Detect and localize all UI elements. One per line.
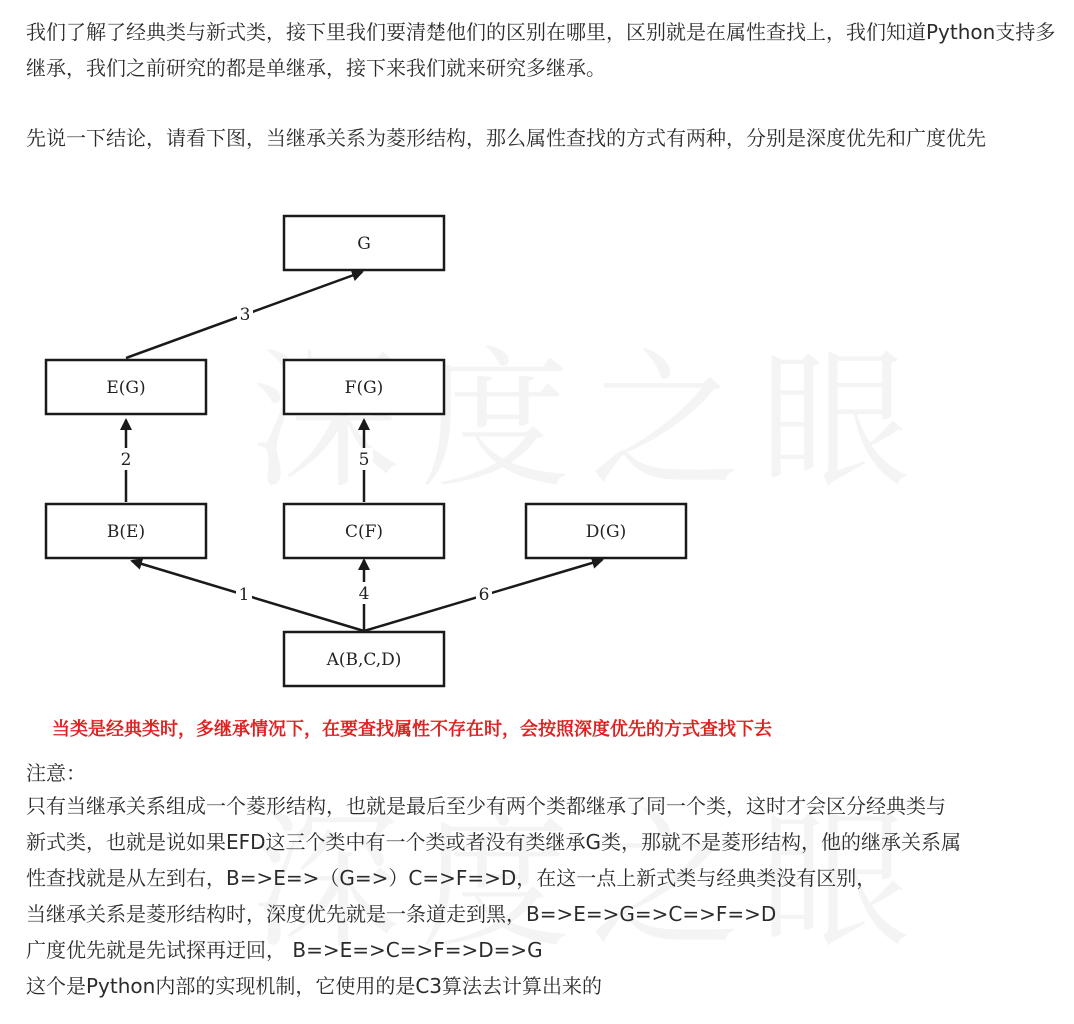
node-a [284,632,444,686]
node-c [284,504,444,558]
edge-b-e [117,420,135,502]
notes-line-6: 这个是Python内部的实现机制，它使用的是C3算法去计算出来的 [26,974,603,998]
node-d [526,504,686,558]
edge-e-g [126,272,362,358]
node-b [46,504,206,558]
node-f [284,360,444,414]
edge-label-4: 4 [358,584,370,604]
node-c-label: C(F) [344,522,384,542]
edge-label-6: 6 [478,585,490,605]
notes-line-4: 当继承关系是菱形结构时，深度优先就是一条道走到黑，B=>E=>G=>C=>F=>D [26,902,777,926]
edge-c-f [355,420,373,502]
notes-line-2: 新式类，也就是说如果EFD这三个类中有一个类或者没有类继承G类，那就不是菱形结构，他的继承关系属 [26,830,962,854]
node-e-label: E(G) [106,378,146,398]
edge-a-d [364,560,602,631]
intro-paragraph-2: 先说一下结论，请看下图，当继承关系为菱形结构，那么属性查找的方式有两种，分别是深度优先和广度优先 [26,126,986,150]
notes-line-3: 性查找就是从左到右，B=>E=>（G=>）C=>F=>D，在这一点上新式类与经典类没有区别， [26,866,877,890]
notes-title: 注意： [26,761,86,785]
node-b-label: B(E) [106,522,146,542]
notes-line-5: 广度优先就是先试探再迂回， B=>E=>C=>F=>D=>G [26,938,543,962]
node-g [284,216,444,270]
edge-label-1: 1 [238,585,250,605]
notes-line-1: 只有当继承关系组成一个菱形结构，也就是最后至少有两个类都继承了同一个类，这时才会区分经典类与 [26,794,946,818]
node-e [46,360,206,414]
inheritance-diagram [0,200,1074,710]
node-d-label: D(G) [585,522,627,542]
edge-label-3: 3 [239,305,251,325]
edge-label-2: 2 [120,450,132,470]
intro-paragraph-1: 我们了解了经典类与新式类，接下里我们要清楚他们的区别在哪里，区别就是在属性查找上，我们知道Python支持多继承，我们之前研究的都是单继承，接下来我们就来研究多继承。 [26,20,1056,80]
node-f-label: F(G) [344,378,384,398]
edge-label-5: 5 [358,450,370,470]
node-a-label: A(B,C,D) [326,650,402,670]
diagram-caption: 当类是经典类时，多继承情况下，在要查找属性不存在时，会按照深度优先的方式查找下去 [52,719,772,740]
edge-a-b [132,561,364,631]
edge-a-c [355,560,373,631]
node-g-label: G [357,234,371,254]
